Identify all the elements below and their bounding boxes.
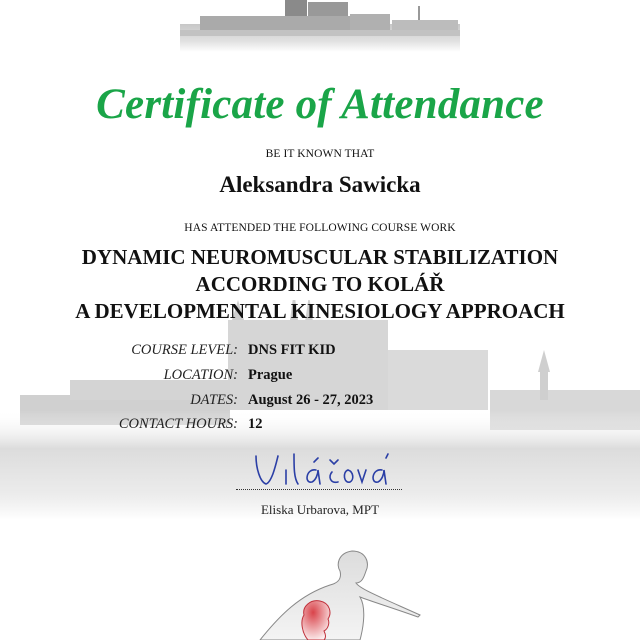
detail-course-level [0, 342, 640, 362]
detail-location [0, 367, 640, 387]
detail-value: Prague [248, 367, 293, 383]
detail-dates [0, 392, 640, 412]
recipient-name: Aleksandra Sawicka [219, 172, 421, 197]
detail-value: August 26 - 27, 2023 [248, 392, 374, 408]
signature-image [250, 448, 390, 490]
detail-label: COURSE LEVEL: [131, 342, 238, 358]
attended-text: HAS ATTENDED THE FOLLOWING COURSE WORK [184, 222, 456, 234]
certificate-title: Certificate of Attendance [96, 81, 544, 128]
detail-contact-hours [0, 416, 640, 436]
adult-child-silhouette-logo [230, 545, 430, 640]
intro-text: BE IT KNOWN THAT [265, 148, 375, 160]
detail-value: DNS FIT KID [248, 342, 336, 358]
prague-skyline-header-image [180, 0, 460, 52]
signature-line [236, 489, 402, 490]
detail-label: DATES: [190, 392, 238, 408]
detail-value: 12 [248, 416, 263, 432]
course-title-line-2: ACCORDING TO KOLÁŘ [195, 272, 445, 296]
detail-label: LOCATION: [163, 367, 238, 383]
course-title-line-1: DYNAMIC NEUROMUSCULAR STABILIZATION [81, 245, 559, 269]
signer-name: Eliska Urbarova, MPT [260, 502, 380, 517]
detail-label: CONTACT HOURS: [118, 416, 238, 432]
course-title [0, 244, 640, 325]
course-title-line-3: A DEVELOPMENTAL KINESIOLOGY APPROACH [75, 299, 565, 323]
